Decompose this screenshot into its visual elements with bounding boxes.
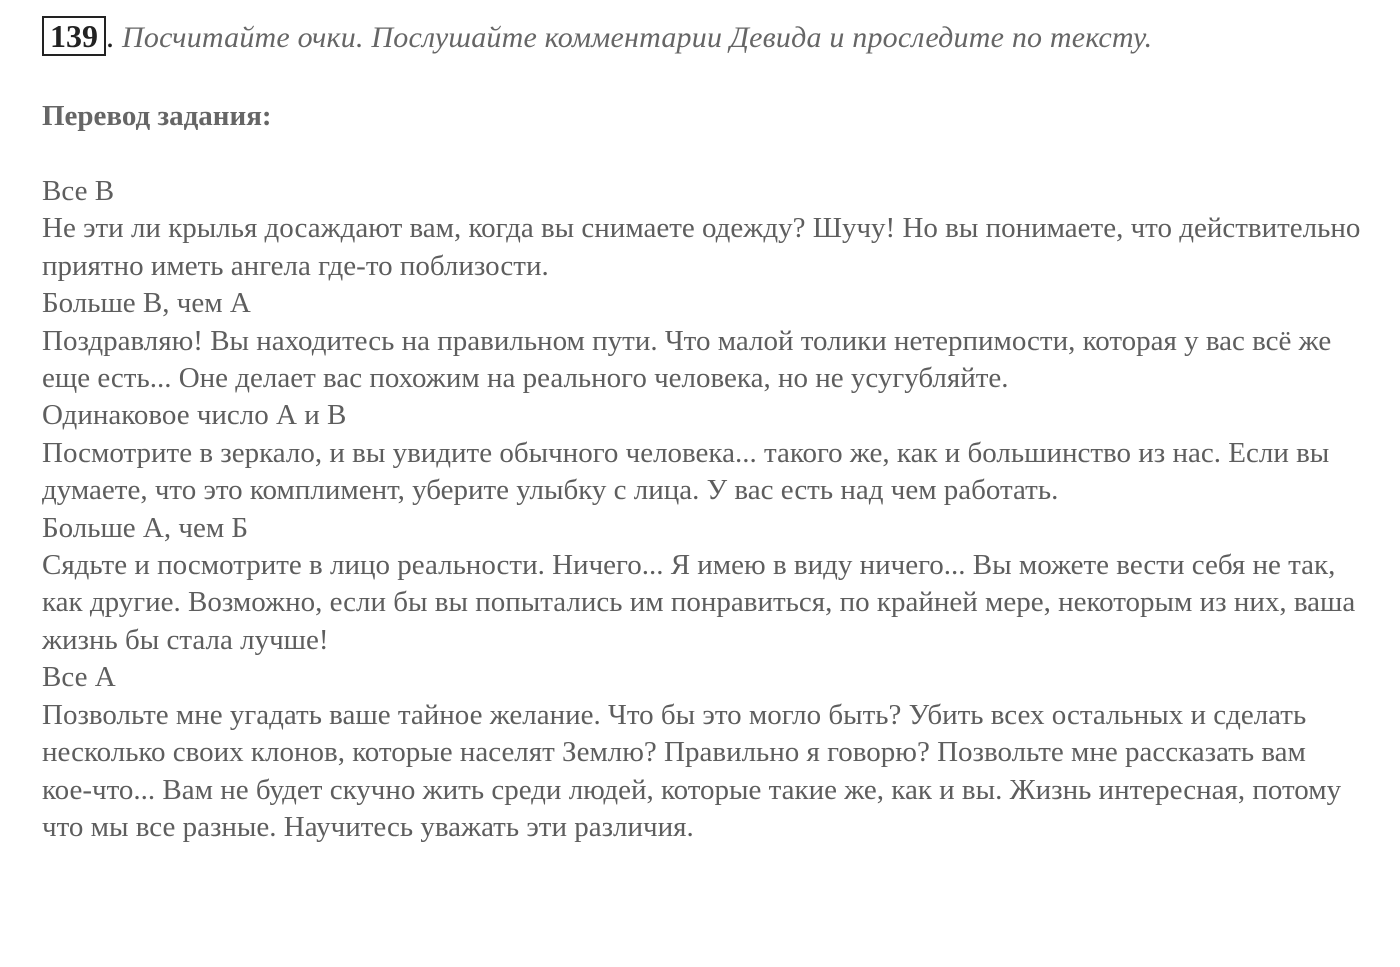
section-text-all-a: Позвольте мне угадать ваше тайное желание. Что бы это могло быть? Убить всех остальных и сделать несколько своих клонов, которые населят Землю? Правильно я говорю? Позвольте мне рассказать вам кое-что... Вам не будет скучно жить среди людей, которые такие же, как и вы. Жизнь интересная, потому что мы все разные. Научитесь уважать эти различия. <box>42 698 1342 843</box>
task-header <box>42 16 1362 60</box>
translation-heading: Перевод задания: <box>42 100 272 132</box>
task-number-box: 139 <box>42 16 106 56</box>
task-instruction: Посчитайте очки. Послушайте комментарии Девида и проследите по тексту. <box>122 21 1153 54</box>
section-text-equal: Посмотрите в зеркало, и вы увидите обычного человека... такого же, как и большинство из нас. Если вы думаете, что это комплимент, уберите улыбку с лица. У вас есть над чем работать. <box>42 436 1330 507</box>
task-number-dot: . <box>106 18 114 54</box>
section-title-equal: Одинаковое число А и В <box>42 399 347 432</box>
section-title-all-a: Все А <box>42 661 116 694</box>
result-sections <box>42 173 1362 846</box>
section-title-more-a: Больше А, чем Б <box>42 511 249 544</box>
section-text-all-v: Не эти ли крылья досаждают вам, когда вы снимаете одежду? Шучу! Но вы понимаете, что действительно приятно иметь ангела где-то поблизости. <box>42 212 1361 282</box>
document-page <box>42 16 1362 846</box>
section-title-all-v: Все В <box>42 175 115 207</box>
section-title-more-v: Больше В, чем А <box>42 287 251 320</box>
section-text-more-a: Сядьте и посмотрите в лицо реальности. Ничего... Я имею в виду ничего... Вы можете вести себя не так, как другие. Возможно, если бы вы попытались им понравиться, по крайней мере, некоторым из них, ваша жизнь бы стала лучше! <box>42 549 1356 656</box>
section-text-more-v: Поздравляю! Вы находитесь на правильном пути. Что малой толики нетерпимости, которая у вас всё же еще есть... Оне делает вас похожим на реального человека, но не усугубляйте. <box>42 324 1332 395</box>
